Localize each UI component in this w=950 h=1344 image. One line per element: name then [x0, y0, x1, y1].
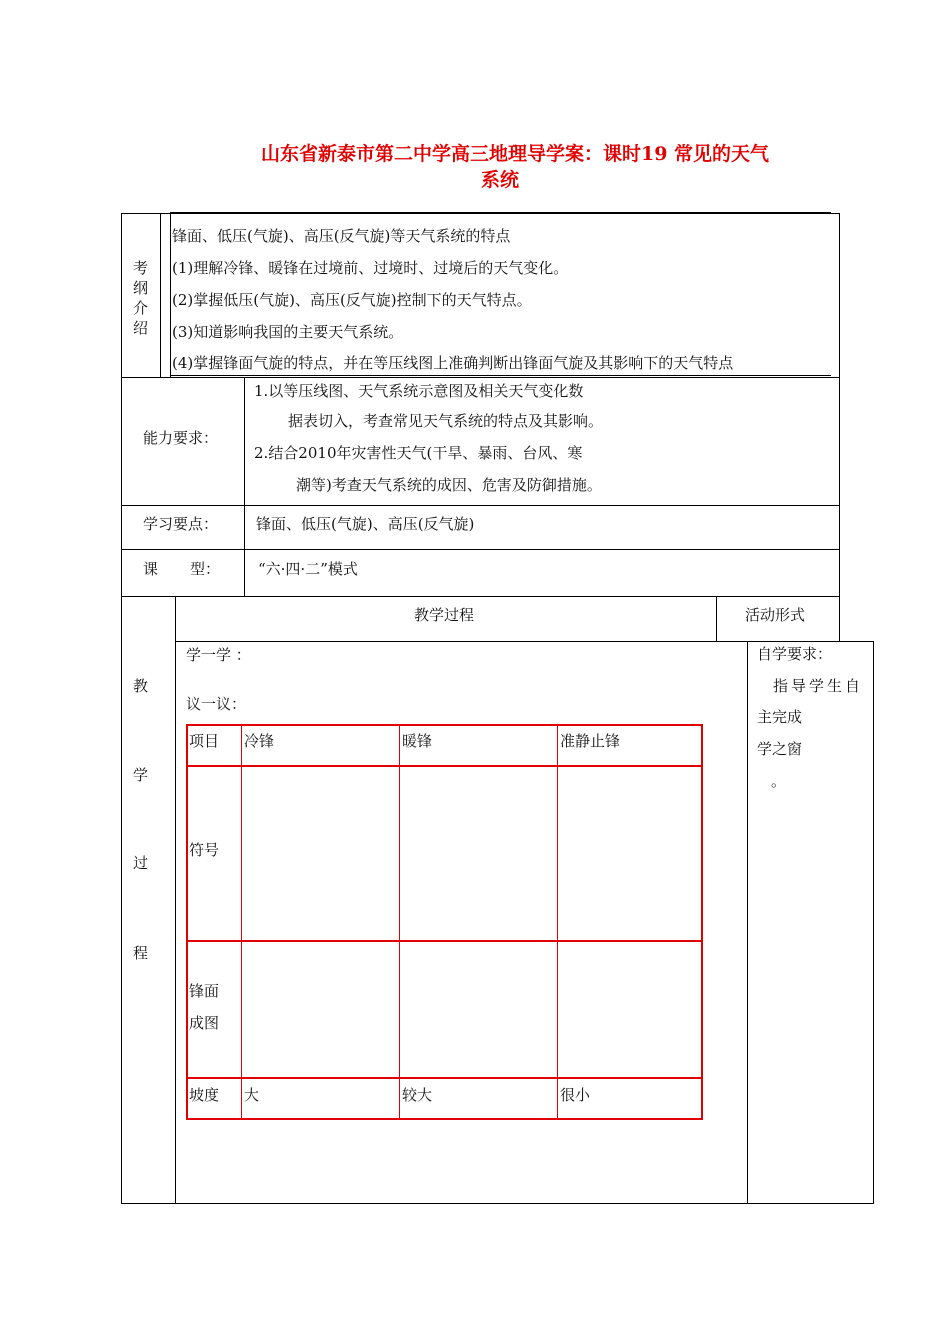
fronts-header-item: 项目 [189, 732, 220, 750]
activity-text: 自学要求： [757, 645, 833, 663]
key-points-value: 锋面、低压(气旋)、高压(反气旋) [256, 515, 475, 533]
process-header: 教学过程 [414, 606, 475, 624]
page-title-line2: 系统 [480, 169, 519, 191]
discuss-label: 议一议： [186, 695, 247, 713]
outline-label-4: 绍 [133, 319, 149, 337]
outline-label-3: 介 [133, 299, 149, 317]
fronts-slope-warm: 较大 [402, 1086, 433, 1104]
lesson-type-value: “六·四·二”模式 [258, 560, 358, 578]
process-side-char: 学 [133, 766, 149, 784]
ability-line: 2.结合2010年灾害性天气(干旱、暴雨、台风、寒 [254, 444, 583, 462]
outline-label-2: 纲 [133, 279, 149, 297]
ability-label: 能力要求： [143, 429, 219, 447]
activity-header: 活动形式 [745, 606, 806, 624]
outline-label-1: 考 [133, 259, 149, 277]
lesson-type-label-b: 型： [190, 560, 221, 578]
fronts-row-symbol: 符号 [189, 841, 220, 859]
page-title-continued [380, 166, 620, 194]
fronts-header-stationary: 准静止锋 [560, 732, 621, 750]
activity-text: 。 [771, 772, 787, 790]
process-side-char: 过 [133, 854, 149, 872]
activity-text: 学之窗 [757, 740, 803, 758]
process-side-char: 教 [133, 677, 149, 695]
fronts-row-diagram: 成图 [189, 1014, 220, 1032]
page-title [120, 140, 910, 168]
outline-line: (1)理解冷锋、暖锋在过境前、过境时、过境后的天气变化。 [172, 259, 569, 277]
fronts-slope-label: 坡度 [189, 1086, 220, 1104]
fronts-row-diagram: 锋面 [189, 982, 220, 1000]
activity-text: 指导学生自 [773, 677, 864, 695]
ability-line: 潮等)考查天气系统的成因、危害及防御措施。 [296, 476, 602, 494]
fronts-slope-stationary: 很小 [560, 1086, 591, 1104]
fronts-header-cold: 冷锋 [244, 732, 275, 750]
ability-line: 1.以等压线图、天气系统示意图及相关天气变化数 [254, 382, 584, 400]
learn-label: 学一学 ： [186, 646, 251, 664]
outline-line: (3)知道影响我国的主要天气系统。 [172, 323, 404, 341]
process-side-char: 程 [133, 944, 149, 962]
lesson-type-label-a: 课 [143, 560, 159, 578]
activity-text: 主完成 [757, 708, 803, 726]
outline-line: (2)掌握低压(气旋)、高压(反气旋)控制下的天气特点。 [172, 291, 532, 309]
page-title-line1: 山东省新泰市第二中学高三地理导学案：课时19 常见的天气 [260, 143, 770, 165]
outline-line: (4)掌握锋面气旋的特点，并在等压线图上准确判断出锋面气旋及其影响下的天气特点 [172, 354, 734, 372]
key-points-label: 学习要点： [143, 515, 219, 533]
fronts-slope-cold: 大 [244, 1086, 260, 1104]
outline-line: 锋面、低压(气旋)、高压(反气旋)等天气系统的特点 [172, 227, 511, 245]
fronts-header-warm: 暖锋 [402, 732, 433, 750]
ability-line: 据表切入，考查常见天气系统的特点及其影响。 [288, 412, 604, 430]
